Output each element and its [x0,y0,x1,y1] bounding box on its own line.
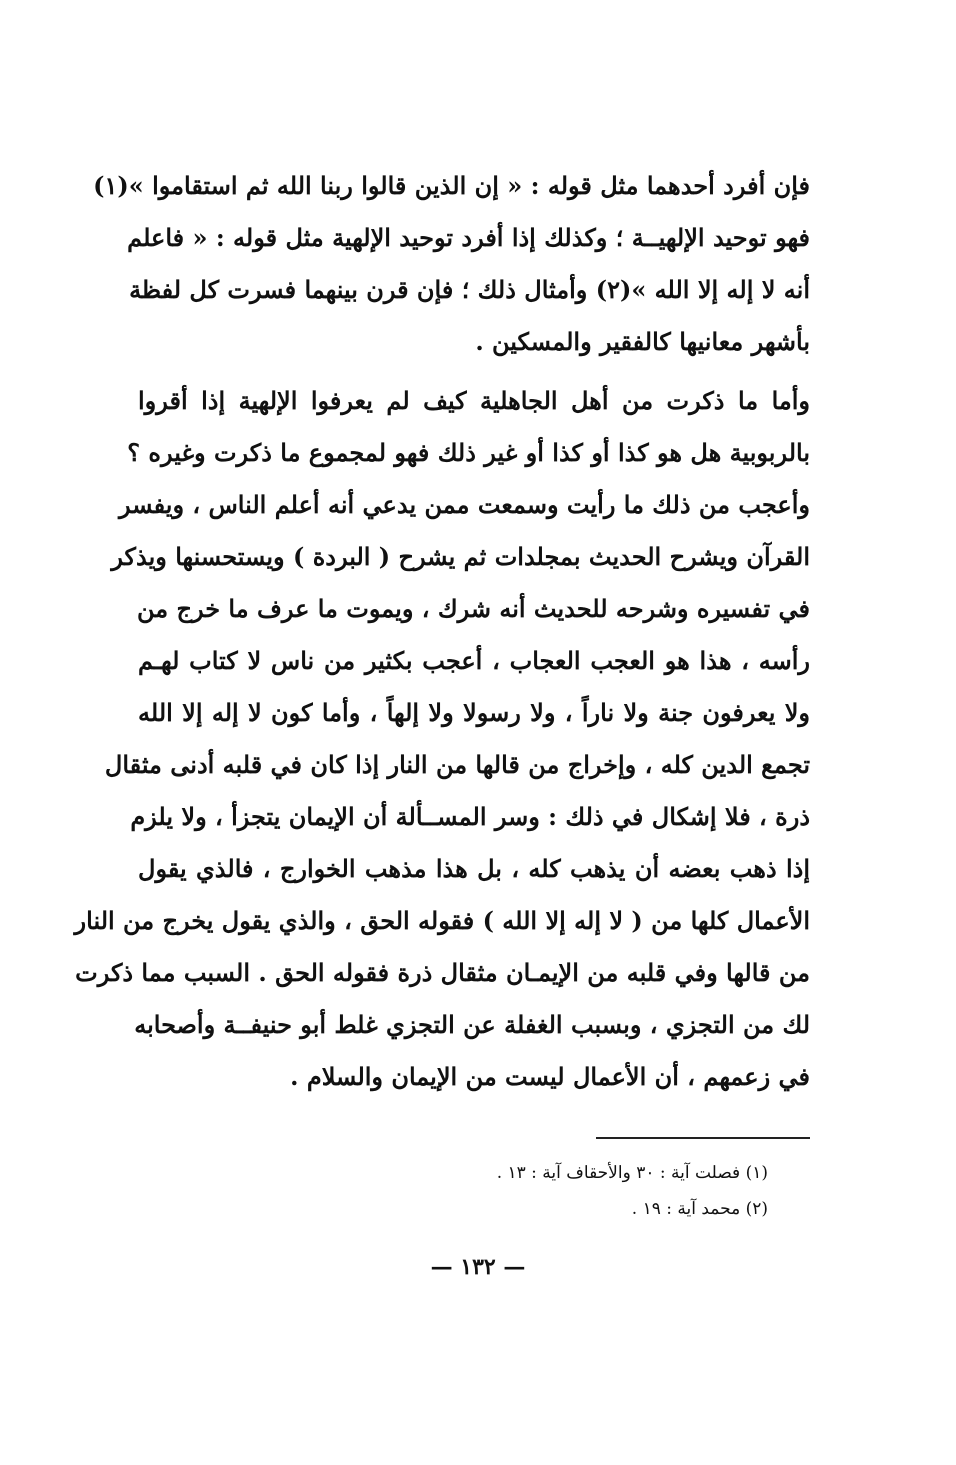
text-line: لك من التجزي ، وبسبب الغفلة عن التجزي غلط أبو حنيفــة وأصحابه [134,1010,810,1039]
text-line: القرآن ويشرح الحديث بمجلدات ثم يشرح ( البردة ) ويستحسنها ويذكر [111,542,810,571]
text-line: ذرة ، فلا إشكال في ذلك : وسر المســألة أن الإيمان يتجزأ ، ولا يلزم [130,802,810,831]
text-line: إذا ذهب بعضه أن يذهب كله ، بل هذا مذهب الخوارج ، فالذي يقول [138,854,810,883]
footnote-divider [596,1137,810,1139]
text-line: بأشهر معانيها كالفقير والمسكين . [475,327,810,356]
paragraph-2 [74,375,810,1103]
text-line: رأسه ، هذا هو العجب العجاب ، أعجب بكثير من ناس لا كتاب لهـم [138,646,810,675]
text-line: تجمع الدين كله ، وإخراج من قالها من النار إذا كان في قلبه أدنى مثقال [104,750,810,779]
text-line: من قالها وفي قلبه من الإيمـان مثقال ذرة فقوله الحق . السبب مما ذكرت [75,958,810,987]
text-line: وأما ما ذكرت من أهل الجاهلية كيف لم يعرفوا الإلهية إذا أقروا [138,386,810,415]
footnote-1: (١) فصلت آية : ٣٠ والأحقاف آية : ١٣ . [496,1163,768,1183]
text-line: فهو توحيد الإلهيــة ؛ وكذلك إذا أفرد توحيد الإلهية مثل قوله : « فاعلم [127,223,810,252]
footnotes [497,1155,768,1227]
text-line: وأعجب من ذلك ما رأيت وسمعت ممن يدعي أنه أعلم الناس ، ويفسر [118,490,810,519]
text-line: أنه لا إله إلا الله »(٢) وأمثال ذلك ؛ فإن قرن بينهما فسرت كل لفظة [129,275,810,304]
footnote-2: (٢) محمد آية : ١٩ . [631,1199,768,1219]
page-number: — ١٣٢ — [430,1254,526,1280]
paragraph-1 [93,160,810,368]
text-line: في زعمهم ، أن الأعمال ليست من الإيمان والسلام . [290,1062,810,1091]
text-line: في تفسيره وشرحه للحديث أنه شرك ، ويموت ما عرف ما خرج من [137,594,810,623]
text-line: فإن أفرد أحدهما مثل قوله : « إن الذين قالوا ربنا الله ثم استقاموا »(١) [93,171,810,200]
text-line: الأعمال كلها من ( لا إله إلا الله ) فقوله الحق ، والذي يقول يخرج من النار [74,906,810,935]
text-line: بالربوبية هل هو كذا أو كذا أو غير ذلك فهو لمجموع ما ذكرت وغيره ؟ [127,438,810,467]
text-line: ولا يعرفون جنة ولا ناراً ، ولا رسولا ولا إلهاً ، وأما كون لا إله إلا الله [138,698,810,727]
